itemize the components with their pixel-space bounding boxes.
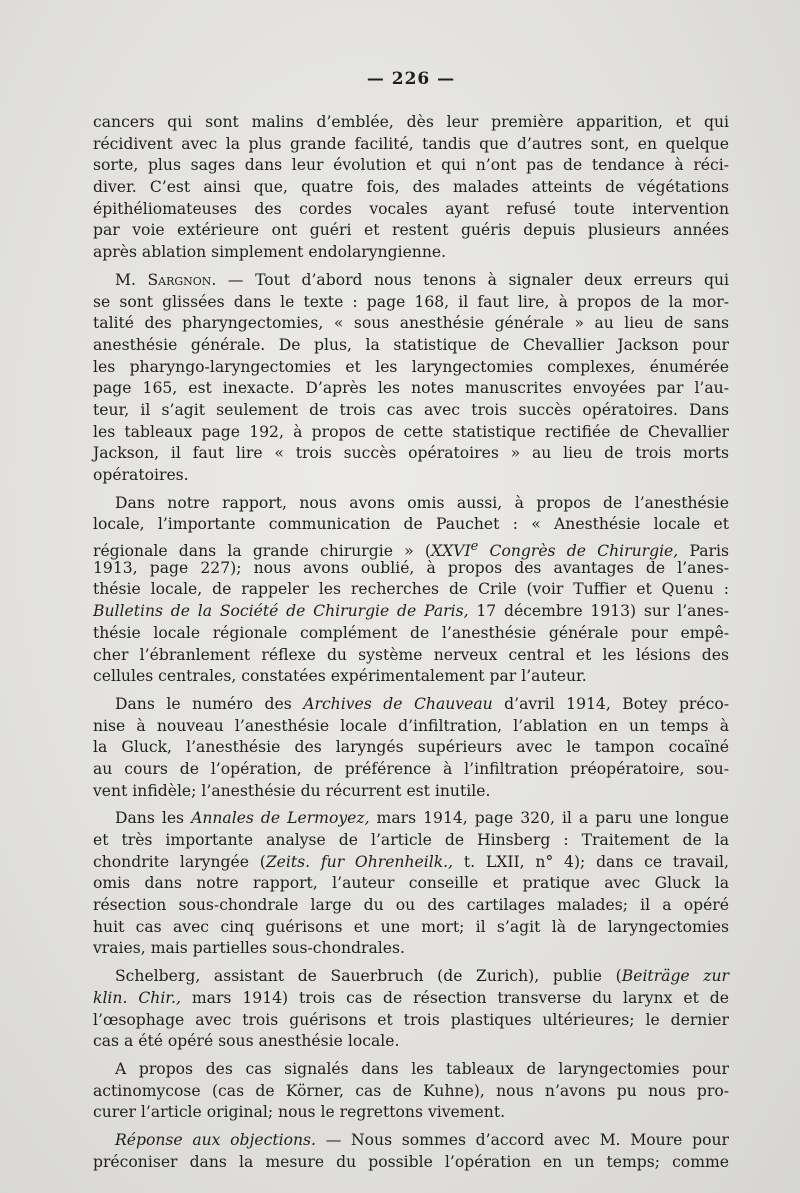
- document-page: [93, 66, 729, 1179]
- text-run: Dans les: [115, 809, 192, 828]
- citation-italic: Archives de Chauveau: [303, 694, 493, 713]
- citation-italic: Beiträge zur: [621, 967, 729, 986]
- text-line: [93, 601, 729, 623]
- text-line: page 165, est inexacte. D’après les notes manuscrites envoyées par l’au-: [93, 379, 729, 398]
- text-run: XXVI: [430, 542, 471, 561]
- text-line: A propos des cas signalés dans les tableaux de laryngectomies pour: [115, 1059, 729, 1078]
- text-line: diver. C’est ainsi que, quatre fois, des malades atteints de végétations: [93, 178, 729, 197]
- text-line: se sont glissées dans le texte : page 168, il faut lire, à propos de la mor-: [93, 292, 729, 311]
- text-line: vent infidèle; l’anesthésie du récurrent est inutile.: [93, 781, 491, 800]
- text-line: teur, il s’agit seulement de trois cas avec trois succès opératoires. Dans: [93, 400, 729, 419]
- text-line: [93, 988, 729, 1010]
- text-line: cas a été opéré sous anesthésie locale.: [93, 1032, 400, 1051]
- text-line: [93, 270, 729, 292]
- text-line: [93, 536, 729, 561]
- text-line: épithéliomateuses des cordes vocales ayant refusé toute intervention: [93, 199, 729, 218]
- text-line: et très importante analyse de l’article de Hinsberg : Traitement de la: [93, 831, 729, 849]
- text-line: [93, 966, 729, 988]
- text-line: par voie extérieure ont guéri et restent guéris depuis plusieurs années: [93, 221, 729, 240]
- text-line: anesthésie générale. De plus, la statistique de Chevallier Jackson pour: [93, 335, 729, 354]
- text-line: actinomycose (cas de Körner, cas de Kuhne), nous n’avons pu nous pro-: [93, 1081, 729, 1100]
- citation-italic: Zeits. fur Ohrenheilk.,: [265, 852, 454, 871]
- section-lead-italic: Réponse aux objections.: [115, 1130, 316, 1149]
- paragraph: [93, 493, 729, 688]
- text-line: résection sous-chondrale large du ou des cartilages malades; il a opéré: [93, 896, 729, 915]
- text-line: récidivent avec la plus grande facilité, tandis que d’autres sont, en quelque: [93, 134, 729, 153]
- text-line: l’œsophage avec trois guérisons et trois plastiques ultérieures; le dernier: [93, 1010, 729, 1029]
- text-run: thé: [93, 623, 119, 642]
- paragraph: [93, 808, 729, 960]
- text-line: au cours de l’opération, de préférence à l’infiltration préopératoire, sou-: [93, 759, 729, 778]
- text-run: — Tout d’abord nous tenons à signaler deux erreurs qui: [216, 270, 729, 289]
- text-line: locale, l’importante communication de Pauchet : « Anesthésie locale et: [93, 515, 729, 534]
- text-run: Dans le numéro des: [115, 694, 304, 713]
- citation-italic: Annales de Lermoyez,: [191, 809, 370, 828]
- text-line: après ablation simplement endolaryngienne.: [93, 243, 447, 262]
- text-run: t. LXII, n° 4); dans ce travail,: [453, 852, 729, 871]
- text-line: [93, 694, 729, 716]
- text-line: cancers qui sont malins d’emblée, dès leur première apparition, et qui: [93, 113, 729, 131]
- text-line: [93, 808, 729, 830]
- citation-italic: klin. Chir.,: [93, 988, 181, 1007]
- paragraph: [93, 966, 729, 1053]
- text-line: [93, 623, 729, 645]
- text-run: mars 1914, page 320, il a paru une longue: [369, 809, 729, 828]
- text-line: cher l’ébranlement réflexe du système nerveux central et les lésions des: [93, 645, 729, 664]
- text-line: omis dans notre rapport, l’auteur conseille et pratique avec Gluck la: [93, 874, 729, 893]
- superscript: e: [470, 539, 479, 555]
- text-line: Jackson, il faut lire « trois succès opératoires » au lieu de trois morts: [93, 444, 729, 463]
- paragraph: [93, 1130, 729, 1173]
- text-line: opératoires.: [93, 466, 189, 484]
- text-line: huit cas avec cinq guérisons et une mort; il s’agit là de laryngectomies: [93, 917, 729, 936]
- text-run: sie locale régionale complément de l’anesthésie générale pour empê-: [118, 623, 729, 642]
- text-line: les tableaux page 192, à propos de cette statistique rectifiée de Chevallier: [93, 422, 729, 441]
- text-line: la Gluck, l’anesthésie des laryngés supérieurs avec le tampon cocaïné: [93, 738, 729, 757]
- paragraph: [93, 270, 729, 487]
- text-run: régionale dans la grande chirurgie » (: [93, 542, 431, 561]
- text-line: sorte, plus sages dans leur évolution et qui n’ont pas de tendance à réci-: [93, 156, 729, 175]
- text-line: préconiser dans la mesure du possible l’opération en un temps; comme: [93, 1152, 729, 1171]
- text-line: talité des pharyngectomies, « sous anesthésie générale » au lieu de sans: [93, 314, 729, 333]
- paragraph: [93, 1059, 729, 1124]
- text-run: Paris: [678, 542, 729, 561]
- text-line: cellules centrales, constatées expérimentalement par l’auteur.: [93, 667, 587, 686]
- text-line: 1913, page 227); nous avons oublié, à propos des avantages de l’anes-: [93, 558, 729, 577]
- text-run: Congrès de Chirurgie,: [478, 542, 679, 561]
- text-run: d’avril 1914, Botey préco-: [492, 694, 730, 713]
- page-number: — 226 —: [366, 69, 456, 89]
- text-line: vraies, mais partielles sous-chondrales.: [93, 939, 405, 958]
- text-run: chondrite laryngée (: [93, 852, 266, 871]
- text-line: les pharyngo-laryngectomies et les laryngectomies complexes, énumérée: [93, 357, 729, 376]
- text-run: mars 1914) trois cas de résection transverse du larynx et de: [180, 988, 729, 1007]
- text-line: curer l’article original; nous le regrettons vivement.: [93, 1103, 506, 1122]
- text-run: 17 décembre 1913) sur l’anes-: [468, 602, 729, 621]
- text-run: — Nous sommes d’accord avec M. Moure pour: [315, 1130, 729, 1149]
- text-run: Schelberg, assistant de Sauerbruch (de Zurich), publie (: [115, 967, 622, 986]
- paragraph: [93, 112, 729, 264]
- text-line: Dans notre rapport, nous avons omis aussi, à propos de l’anesthésie: [115, 493, 729, 512]
- citation-italic: Bulletins de la Société de Chirurgie de Paris,: [93, 602, 469, 621]
- speaker-name: M. Sargnon.: [115, 270, 217, 289]
- text-line: [93, 1130, 729, 1152]
- text-line: thésie locale, de rappeler les recherches de Crile (voir Tuffier et Quenu :: [93, 580, 729, 599]
- text-line: nise à nouveau l’anesthésie locale d’infiltration, l’ablation en un temps à: [93, 716, 729, 735]
- text-line: [93, 852, 729, 874]
- paragraph: [93, 694, 729, 802]
